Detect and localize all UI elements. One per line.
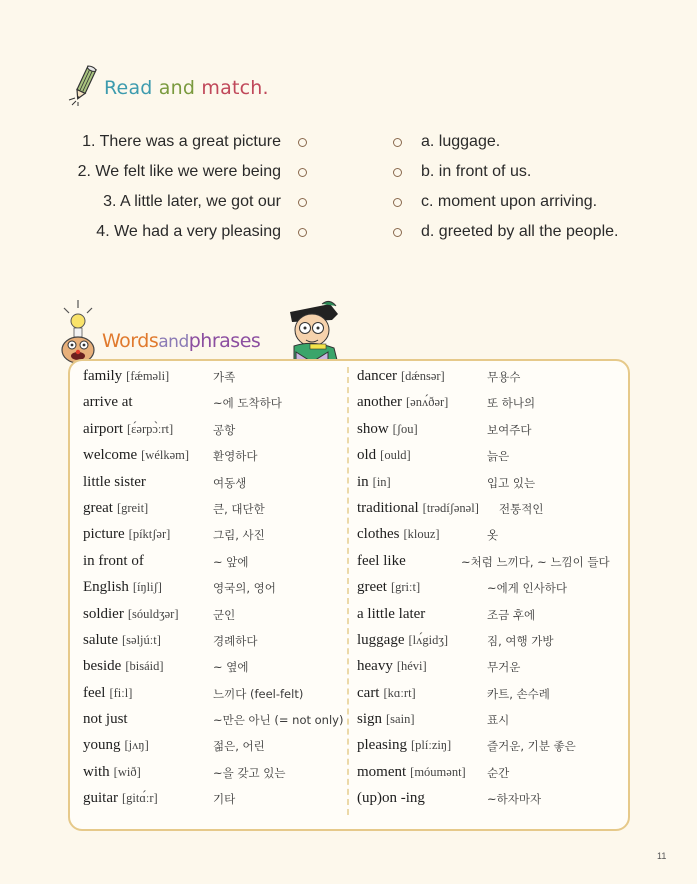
vocab-word: clothes (357, 526, 400, 543)
vocab-word: little sister (83, 473, 146, 490)
vocab-meaning: 순간 (487, 765, 510, 780)
vocab-entry (83, 499, 265, 526)
vocab-word: heavy (357, 658, 393, 675)
lightbulb-character-icon (62, 300, 94, 363)
vocab-entry (357, 499, 544, 526)
vocab-ipa: [greit] (116, 500, 149, 515)
match-dot-left[interactable] (298, 168, 307, 177)
vocab-entry (83, 447, 258, 473)
vocab-ipa: [hévi] (396, 659, 427, 674)
vocab-ipa: [ʃou] (392, 421, 418, 436)
match-dot-right[interactable] (393, 198, 402, 207)
vocab-word: greet (357, 579, 387, 596)
vocab-entry (357, 737, 576, 763)
vocab-entry (83, 631, 258, 658)
vocab-entry (83, 684, 304, 711)
vocab-meaning: ~만은 아닌 (= not only) (213, 713, 344, 728)
match-dot-left[interactable] (298, 138, 307, 147)
match-dot-left[interactable] (298, 228, 307, 237)
vocab-meaning: 느끼다 (feel-felt) (213, 686, 304, 701)
vocab-entry (357, 658, 521, 684)
vocabulary-column-right (357, 368, 610, 817)
title-and: and (158, 77, 196, 99)
vocab-word: arrive at (83, 394, 133, 411)
vocab-word: welcome (83, 447, 138, 464)
vocab-ipa: [plíːziŋ] (411, 738, 452, 753)
vocab-meaning: 무용수 (487, 370, 521, 384)
sentence-end: c. moment upon arriving. (421, 193, 598, 210)
vocab-entry (83, 737, 265, 763)
vocab-entry (357, 684, 550, 711)
vocab-meaning: 짐, 여행 가방 (487, 633, 554, 648)
vocab-word: with (83, 763, 110, 780)
sentence-start: 4. We had a very pleasing (96, 223, 281, 240)
sentence-end: d. greeted by all the people. (421, 223, 619, 240)
vocab-meaning: 표시 (487, 713, 510, 728)
vocab-word: picture (83, 526, 125, 543)
vocab-ipa: [səljúːt] (122, 632, 161, 647)
vocab-meaning: 가족 (213, 370, 236, 384)
vocab-entry (357, 579, 567, 605)
vocab-entry (83, 605, 236, 632)
read-and-match-header (66, 64, 269, 106)
vocab-word: soldier (83, 605, 124, 622)
vocab-ipa: [trədíʃənəl] (422, 500, 479, 515)
vocab-ipa: [ɛ́ərpɔ̀ːrt] (126, 421, 174, 436)
match-row-3 (0, 188, 697, 218)
sentence-end: b. in front of us. (421, 163, 532, 180)
vocab-ipa: [kɑːrt] (383, 685, 416, 700)
vocab-ipa: [ould] (380, 448, 411, 463)
vocab-entry (83, 711, 344, 737)
vocab-word: feel (83, 684, 106, 701)
vocab-word: old (357, 447, 377, 464)
vocab-entry (357, 368, 521, 394)
vocab-entry (83, 552, 249, 579)
vocab-meaning: 큰, 대단한 (213, 501, 265, 516)
sentence-start: 2. We felt like we were being (77, 163, 281, 180)
page-number: 11 (657, 851, 667, 861)
vocab-word: in (357, 473, 369, 490)
pencil-icon (66, 64, 102, 106)
match-row-2 (0, 158, 697, 188)
vocab-ipa: [bisáid] (125, 659, 164, 674)
boy-reading-character-icon (290, 301, 338, 364)
vocab-entry (357, 473, 536, 500)
vocab-meaning: 보여주다 (487, 422, 532, 437)
vocab-meaning: 입고 있는 (487, 475, 536, 490)
vocab-meaning: 기타 (213, 792, 236, 807)
vocab-word: airport (83, 420, 123, 437)
vocab-entry (83, 473, 247, 500)
vocab-ipa: [jʌŋ] (124, 738, 149, 753)
vocab-ipa: [sóuldʒər] (127, 606, 179, 621)
vocab-ipa: [gitɑ́ːr] (122, 791, 158, 806)
vocab-entry (357, 605, 536, 632)
title-read: Read (104, 77, 153, 99)
vocab-word: salute (83, 631, 118, 648)
vocab-word: in front of (83, 552, 144, 569)
vocab-word: young (83, 737, 121, 754)
vocab-word: moment (357, 763, 407, 780)
column-divider (347, 367, 349, 815)
vocab-ipa: [in] (372, 474, 391, 489)
vocab-entry (83, 658, 249, 684)
vocab-word: traditional (357, 499, 419, 516)
vocab-entry (357, 631, 554, 658)
vocab-ipa: [wið] (113, 764, 141, 779)
sentence-start: 3. A little later, we got our (103, 193, 281, 210)
vocab-ipa: [fiːl] (109, 685, 133, 700)
vocab-meaning: ~ 옆에 (213, 660, 249, 675)
vocab-meaning: 영국의, 영어 (213, 581, 276, 596)
vocab-word: family (83, 368, 123, 384)
vocab-ipa: [íŋliʃ] (132, 580, 162, 595)
vocab-word: show (357, 420, 389, 437)
vocab-ipa: [ənʌ́ðər] (405, 395, 449, 410)
vocab-entry (357, 711, 510, 737)
match-row-1 (0, 128, 697, 158)
sentence-start: 1. There was a great picture (82, 133, 281, 150)
vocab-meaning: 또 하나의 (487, 396, 536, 411)
vocab-meaning: ~하자마자 (487, 792, 542, 807)
vocab-ipa: [griːt] (390, 580, 421, 595)
vocab-entry (357, 447, 510, 473)
vocab-meaning: ~에 도착하다 (213, 396, 282, 411)
sentence-end: a. luggage. (421, 133, 501, 150)
vocab-ipa: [dǽnsər] (400, 369, 445, 383)
vocab-entry (83, 763, 286, 790)
match-dot-left[interactable] (298, 198, 307, 207)
vocab-entry (83, 368, 236, 394)
vocab-meaning: 전통적인 (499, 501, 544, 516)
vocab-ipa: [klouz] (403, 527, 440, 542)
vocab-meaning: 조금 후에 (487, 607, 536, 622)
vocab-entry (83, 526, 265, 552)
vocab-ipa: [píktʃər] (128, 527, 171, 542)
vocab-word: sign (357, 711, 383, 728)
vocab-ipa: [lʌ́gidʒ] (408, 632, 449, 647)
match-row-4 (0, 218, 697, 248)
vocab-meaning: 환영하다 (213, 449, 258, 464)
vocab-word: another (357, 394, 402, 411)
read-and-match-title (104, 77, 269, 99)
vocab-word: English (83, 579, 129, 596)
vocab-meaning: 그림, 사진 (213, 528, 265, 543)
vocab-meaning: 젊은, 어린 (213, 739, 265, 754)
vocab-entry (357, 763, 510, 790)
title-words: Words (102, 330, 159, 352)
vocab-meaning: ~ 앞에 (213, 554, 249, 569)
vocab-meaning: 경례하다 (213, 633, 258, 648)
title-phrases: phrases (188, 330, 261, 352)
vocab-entry (357, 420, 532, 447)
vocab-ipa: [móumənt] (410, 764, 466, 779)
vocab-entry (83, 579, 276, 605)
vocab-meaning: ~에게 인사하다 (487, 581, 567, 596)
vocab-word: beside (83, 658, 122, 675)
vocab-word: luggage (357, 631, 405, 648)
vocab-word: cart (357, 684, 380, 701)
match-dot-right[interactable] (393, 138, 402, 147)
words-and-phrases-title (102, 330, 260, 352)
vocab-meaning: ~을 갖고 있는 (213, 765, 286, 780)
vocab-entry (83, 420, 236, 447)
vocab-meaning: ~처럼 느끼다, ~ 느낌이 들다 (461, 554, 610, 569)
vocab-entry (357, 552, 610, 579)
title-and: and (158, 332, 189, 352)
vocab-word: guitar (83, 790, 118, 807)
vocab-entry (357, 394, 536, 420)
vocab-word: great (83, 499, 113, 516)
vocab-meaning: 옷 (487, 528, 499, 543)
vocab-word: (up)on -ing (357, 790, 425, 807)
match-dot-right[interactable] (393, 228, 402, 237)
vocab-meaning: 즐거운, 기분 좋은 (487, 739, 576, 754)
vocab-word: dancer (357, 368, 397, 384)
vocab-meaning: 여동생 (213, 475, 247, 490)
vocab-ipa: [wélkəm] (141, 448, 190, 463)
vocab-meaning: 무거운 (487, 660, 521, 675)
title-match: match. (201, 77, 269, 99)
vocab-meaning: 카트, 손수레 (487, 686, 550, 701)
vocab-ipa: [fǽməli] (126, 369, 170, 383)
vocab-entry (83, 790, 236, 816)
vocab-meaning: 공항 (213, 422, 236, 437)
vocab-meaning: 늙은 (487, 449, 510, 464)
vocab-meaning: 군인 (213, 607, 236, 622)
vocab-entry (357, 790, 542, 816)
vocab-word: not just (83, 711, 128, 728)
vocab-word: feel like (357, 552, 406, 569)
vocab-entry (357, 526, 499, 552)
vocab-ipa: [sain] (386, 712, 415, 727)
vocab-word: pleasing (357, 737, 407, 754)
vocabulary-column-left (83, 368, 344, 817)
vocab-entry (83, 394, 282, 420)
matching-exercise (0, 128, 697, 248)
match-dot-right[interactable] (393, 168, 402, 177)
vocab-word: a little later (357, 605, 426, 622)
